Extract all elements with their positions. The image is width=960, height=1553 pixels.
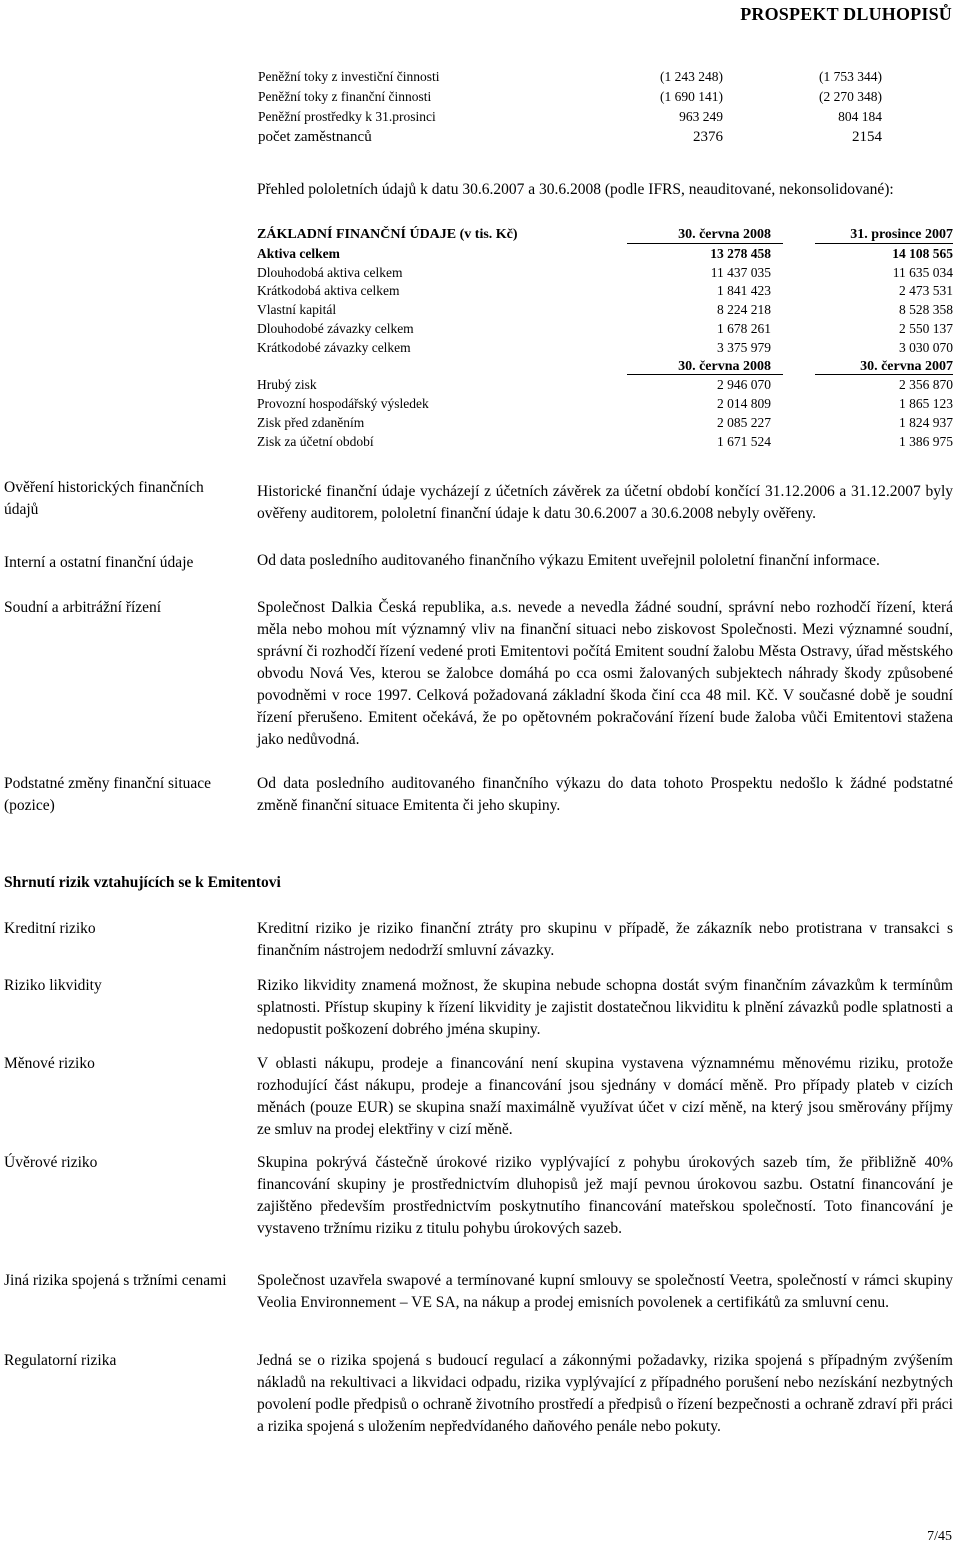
- risk-text-currency: V oblasti nákupu, prodeje a financování není skupina vystavena významnému měnovému riziku, protože rozhodující část nákupu, prodeje a financování jsou sjednány v domácí měně. Pro případy plateb v cizích měnách (pouze EUR) se skupina snaží maximálně využívat účet v cizí měně, na který jsou směrovány příjmy ze smluv na prodej elektřiny v cizí měně.: [257, 1055, 953, 1138]
- row-value-2: 8 528 358: [899, 302, 953, 318]
- risk-label-currency: Měnové riziko: [4, 1055, 95, 1072]
- row-label: Hrubý zisk: [257, 377, 317, 393]
- risk-text-regulatory: Jedná se o rizika spojená s budoucí regulací a zákonnými požadavky, rizika spojená s případným zvýšením nákladů na rekultivaci a likvidaci odpadu, rizika vyplývající z případného porušení nebo nezískání nezbytných povolení podle předpisů o ochraně životního prostředí a předpisů o řízení bezpečnosti a ochraně zdraví při práci a rizika spojená s uložením nepředvídaného daňového penále nebo pokuty.: [257, 1352, 953, 1435]
- row-value-1: 2 946 070: [717, 377, 771, 393]
- row-value-2: 1 865 123: [899, 396, 953, 412]
- row-label: Krátkodobá aktiva celkem: [257, 283, 400, 299]
- risk-text-liquidity: Riziko likvidity znamená možnost, že skupina nebude schopna dostát svým finančním závazkům k termínům splatnosti. Přístup skupiny k řízení likvidity je zajistit dostatečnou likviditu k plnění závazků podle splatnosti a nedopustit poškození dobrého jména skupiny.: [257, 977, 953, 1038]
- row-value-1: 2 085 227: [717, 414, 771, 430]
- row-value-1: 11 437 035: [710, 264, 771, 280]
- row-value-1: 2 014 809: [717, 396, 771, 412]
- row-label: Peněžní toky z investiční činnosti: [258, 69, 440, 84]
- row-value-1: 1 841 423: [717, 283, 771, 299]
- header-col-2: 30. června 2007: [860, 358, 953, 374]
- row-label: Aktiva celkem: [257, 245, 340, 261]
- cashflow-table: [258, 67, 898, 148]
- row-label: Zisk za účetní období: [257, 433, 374, 449]
- row-value-1: (1 690 141): [660, 89, 723, 104]
- table-row: [258, 67, 898, 87]
- row-value-2: 2154: [852, 129, 882, 145]
- row-value-2: 14 108 565: [892, 245, 953, 261]
- header-col-1: 30. června 2008: [678, 227, 771, 242]
- risk-text-interest: Skupina pokrývá částečně úrokové riziko vyplývající z pohybu úrokových sazeb tím, že přibližně 40% financování skupiny je prostřednictvím dluhopisů jež mají pevnou úrokovou sazbu. Ostatní financování je zajištěno především prostřednictvím poskytnutího financování mateřskou společností. Toto financování je vystaveno tržnímu riziku z titulu pohybu úrokových sazeb.: [257, 1154, 953, 1237]
- row-value-2: 804 184: [838, 109, 882, 124]
- row-value-1: 8 224 218: [717, 302, 771, 318]
- section-text-interim: Od data posledního auditovaného finančního výkazu Emitent uveřejnil pololetní finanční informace.: [257, 552, 880, 569]
- row-value-2: (1 753 344): [819, 69, 882, 84]
- row-value-2: (2 270 348): [819, 89, 882, 104]
- row-value-1: 963 249: [679, 109, 723, 124]
- table-row: [258, 127, 898, 148]
- row-value-1: 1 671 524: [717, 433, 771, 449]
- row-value-2: 3 030 070: [899, 339, 953, 355]
- row-label: Krátkodobé závazky celkem: [257, 339, 411, 355]
- row-value-2: 11 635 034: [892, 264, 953, 280]
- risk-label-market: Jiná rizika spojená s tržními cenami: [4, 1272, 227, 1289]
- table-row: [257, 395, 953, 414]
- row-value-2: 2 473 531: [899, 283, 953, 299]
- table-row: [257, 376, 953, 395]
- risk-text-market: Společnost uzavřela swapové a termínované kupní smlouvy se společností Veetra, společností v rámci skupiny Veolia Environnement – VE SA, na nákup a prodej emisních povolenek a certifikátů za smluvní cenu.: [257, 1272, 953, 1311]
- row-value-2: 1 824 937: [899, 414, 953, 430]
- row-label: Zisk před zdaněním: [257, 414, 365, 430]
- risk-label-liquidity: Riziko likvidity: [4, 977, 102, 994]
- row-label: Peněžní prostředky k 31.prosinci: [258, 109, 436, 124]
- financials-table: [257, 226, 953, 452]
- table-row: [257, 301, 953, 320]
- row-label: Dlouhodobé závazky celkem: [257, 320, 414, 336]
- interim-intro: Přehled pololetních údajů k datu 30.6.2007 a 30.6.2008 (podle IFRS, neauditované, nekonsolidované):: [257, 181, 894, 198]
- risk-text-credit: Kreditní riziko je riziko finanční ztráty pro skupinu v případě, že zákazník nebo protistrana v transakci s finančním nástrojem nedodrží smluvní závazky.: [257, 920, 953, 959]
- table-row: [257, 433, 953, 452]
- row-label: Dlouhodobá aktiva celkem: [257, 264, 403, 280]
- row-label: Peněžní toky z finanční činnosti: [258, 89, 432, 104]
- row-value-1: 3 375 979: [717, 339, 771, 355]
- header-col-1: 30. června 2008: [678, 358, 771, 374]
- table-row: [257, 320, 953, 339]
- risk-label-regulatory: Regulatorní rizika: [4, 1352, 117, 1369]
- page-number: 7/45: [927, 1529, 952, 1544]
- row-value-2: 1 386 975: [899, 433, 953, 449]
- risks-title: Shrnutí rizik vztahujících se k Emitentovi: [4, 874, 281, 891]
- table-row: [257, 264, 953, 283]
- table-row: [257, 245, 953, 264]
- row-label: Vlastní kapitál: [257, 302, 337, 318]
- table-row: [257, 339, 953, 358]
- header-col-2: 31. prosince 2007: [850, 227, 953, 242]
- section-label-interim: Interní a ostatní finanční údaje: [4, 554, 194, 571]
- table-header-row: [257, 358, 953, 377]
- section-label-litigation: Soudní a arbitrážní řízení: [4, 599, 162, 616]
- header-label: ZÁKLADNÍ FINANČNÍ ÚDAJE (v tis. Kč): [257, 227, 518, 242]
- row-label: Provozní hospodářský výsledek: [257, 396, 429, 412]
- section-text-litigation: Společnost Dalkia Česká republika, a.s. nevede a nevedla žádné soudní, správní nebo rozhodčí řízení, která měla nebo mohou mít významný vliv na finanční situaci nebo ziskovost Společnosti. Mezi významné soudní, správní či rozhodčí řízení vedené proti Emitentovi počítá Emitent soudní žalobu Města Ostravy, úřad městského obvodu Nová Ves, kterou se žalobce domáhá po cca osmi žalovaných subjektech náhrady škody způsobené povodněmi v roce 1997. Celková požadovaná základní škoda činí cca 48 mil. Kč. V současné době je soudní řízení přerušeno. Emitent očekává, že po opětovném pokračování řízení bude žaloba vůči Emitentovi stažena jako nedůvodná.: [257, 599, 953, 748]
- row-value-1: (1 243 248): [660, 69, 723, 84]
- section-label-verification: Ověření historických finančních údajů: [4, 479, 204, 518]
- row-value-1: 1 678 261: [717, 320, 771, 336]
- document-header: PROSPEKT DLUHOPISŮ: [740, 4, 952, 24]
- risk-label-credit: Kreditní riziko: [4, 920, 96, 937]
- row-value-1: 2376: [693, 129, 723, 145]
- row-value-2: 2 550 137: [899, 320, 953, 336]
- table-row: [258, 87, 898, 107]
- row-label: počet zaměstnanců: [258, 129, 372, 145]
- section-label-changes: Podstatné změny finanční situace (pozice): [4, 775, 212, 814]
- table-header-row: [257, 226, 953, 245]
- row-value-2: 2 356 870: [899, 377, 953, 393]
- table-row: [258, 107, 898, 127]
- row-value-1: 13 278 458: [710, 245, 771, 261]
- section-text-verification: Historické finanční údaje vycházejí z účetních závěrek za účetní období končící 31.12.2006 a 31.12.2007 byly ověřeny auditorem, pololetní finanční údaje k datu 30.6.2007 a 30.6.2008 nebyly ověřeny.: [257, 483, 953, 522]
- table-row: [257, 282, 953, 301]
- section-text-changes: Od data posledního auditovaného finančního výkazu do data tohoto Prospektu nedošlo k žádné podstatné změně finanční situace Emitenta či jeho skupiny.: [257, 775, 953, 814]
- risk-label-interest: Úvěrové riziko: [4, 1154, 98, 1171]
- table-row: [257, 414, 953, 433]
